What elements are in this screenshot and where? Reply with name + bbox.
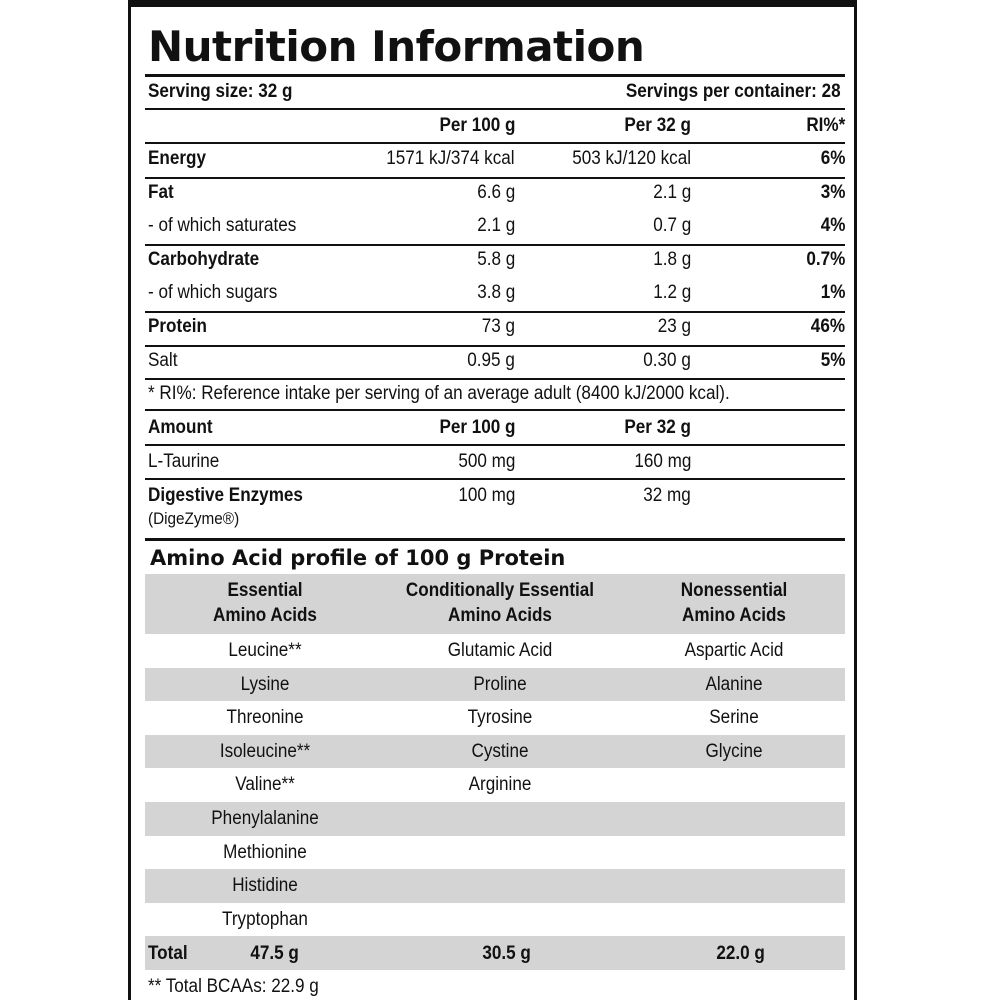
nutrient-ri: 46%	[810, 316, 845, 337]
nutrient-per-100g: 73 g	[481, 316, 515, 337]
nutrient-per-100g: 1571 kJ/374 kcal	[386, 148, 515, 169]
amino-acid-cell: Valine**	[235, 774, 295, 796]
page-title: Nutrition Information	[148, 22, 645, 71]
amount-header-per-32g: Per 32 g	[624, 417, 691, 438]
amino-acid-cell: Leucine**	[228, 640, 302, 661]
nutrient-name: Carbohydrate	[148, 248, 260, 270]
nutrient-row-rule	[145, 311, 845, 313]
nutrient-name: Salt	[148, 349, 178, 371]
amino-acid-cell: Alanine	[705, 673, 763, 695]
nutrient-per-32g: 0.7 g	[652, 215, 691, 237]
amino-acid-cell: Cystine	[471, 740, 529, 762]
nutrient-per-32g: 1.2 g	[652, 282, 691, 304]
total-essential: 47.5 g	[250, 943, 299, 965]
amount-header-rule	[145, 444, 845, 446]
nutrient-ri: 4%	[820, 215, 845, 237]
total-nonessential: 22.0 g	[716, 943, 765, 965]
amount-header: Amount	[148, 417, 213, 438]
amino-acid-cell: Histidine	[232, 875, 298, 897]
amino-header-line1: Nonessential	[680, 580, 788, 601]
nutrient-per-100g: 6.6 g	[476, 181, 515, 203]
footnote-rule	[145, 409, 845, 411]
amount-header-per-100g: Per 100 g	[438, 417, 515, 438]
bcaa-footnote: ** Total BCAAs: 22.9 g	[148, 976, 319, 998]
nutrient-row-rule	[145, 177, 845, 179]
nutrient-per-32g: 1.8 g	[652, 248, 691, 270]
nutrient-per-32g: 503 kJ/120 kcal	[572, 148, 691, 169]
nutrient-name: Protein	[148, 316, 207, 337]
amino-profile-title: Amino Acid profile of 100 g Protein	[150, 546, 566, 570]
amino-acid-cell: Tryptophan	[222, 908, 308, 930]
taurine-per-100g: 500 mg	[457, 451, 515, 472]
amino-header-line2: Amino Acids	[448, 605, 552, 626]
nutrient-name: Energy	[148, 148, 206, 169]
nutrition-header-rule	[145, 142, 845, 144]
amino-acid-cell: Isoleucine**	[219, 740, 311, 762]
header-ri: RI%*	[806, 115, 845, 136]
amino-header-line1: Essential	[227, 580, 303, 601]
amino-acid-cell: Serine	[709, 707, 759, 729]
amino-header-line2: Amino Acids	[213, 605, 317, 626]
amino-acid-cell: Tyrosine	[467, 707, 533, 729]
nutrient-row-rule	[145, 244, 845, 246]
nutrient-ri: 6%	[820, 148, 845, 169]
amino-acid-cell: Threonine	[226, 707, 304, 729]
nutrient-ri: 5%	[820, 349, 845, 371]
amino-acid-cell: Lysine	[240, 673, 290, 695]
enzymes-subname: (DigeZyme®)	[148, 509, 240, 528]
servings-per-container: Servings per container: 28	[626, 81, 841, 102]
nutrition-label	[128, 0, 857, 1000]
header-per-100g: Per 100 g	[438, 115, 515, 136]
total-conditional: 30.5 g	[482, 943, 531, 965]
enzymes-name: Digestive Enzymes	[148, 485, 303, 506]
taurine-rule	[145, 478, 845, 480]
nutrient-row-rule	[145, 345, 845, 347]
nutrient-per-100g: 5.8 g	[476, 248, 515, 270]
taurine-per-32g: 160 mg	[633, 451, 691, 472]
header-per-32g: Per 32 g	[624, 115, 691, 136]
amino-acid-cell: Phenylalanine	[211, 808, 319, 829]
title-rule	[145, 74, 845, 77]
amino-acid-cell: Glutamic Acid	[447, 640, 553, 661]
nutrient-row-rule	[145, 378, 845, 380]
nutrient-per-32g: 23 g	[657, 316, 691, 337]
top-border	[131, 0, 854, 7]
nutrient-name: - of which sugars	[148, 282, 278, 304]
nutrient-per-100g: 0.95 g	[467, 349, 515, 371]
amino-header-line1: Conditionally Essential	[405, 580, 595, 601]
total-label: Total	[148, 943, 188, 965]
amino-acid-cell: Arginine	[468, 774, 532, 796]
ri-footnote: * RI%: Reference intake per serving of an average adult (8400 kJ/2000 kcal).	[148, 383, 730, 404]
nutrient-ri: 1%	[820, 282, 845, 304]
nutrient-name: Fat	[148, 181, 174, 203]
nutrient-ri: 0.7%	[806, 248, 845, 270]
serving-size: Serving size: 32 g	[148, 81, 293, 102]
nutrient-per-100g: 2.1 g	[476, 215, 515, 237]
nutrient-per-32g: 2.1 g	[652, 181, 691, 203]
serving-rule	[145, 108, 845, 110]
taurine-name: L-Taurine	[148, 451, 220, 472]
amino-acid-cell: Methionine	[223, 841, 307, 863]
nutrient-per-32g: 0.30 g	[643, 349, 691, 371]
nutrient-ri: 3%	[820, 181, 845, 203]
nutrient-per-100g: 3.8 g	[476, 282, 515, 304]
amino-header-line2: Amino Acids	[682, 605, 786, 626]
amount-rule	[145, 538, 845, 541]
nutrient-name: - of which saturates	[148, 215, 297, 237]
amino-acid-cell: Aspartic Acid	[684, 640, 784, 661]
enzymes-per-32g: 32 mg	[643, 485, 691, 506]
amino-acid-cell: Glycine	[705, 740, 763, 762]
amino-acid-cell: Proline	[473, 673, 527, 695]
enzymes-per-100g: 100 mg	[457, 485, 515, 506]
